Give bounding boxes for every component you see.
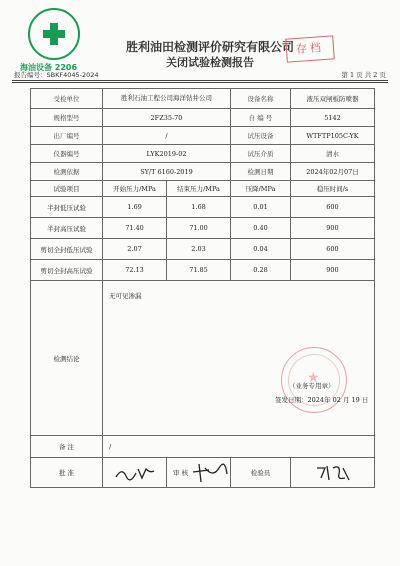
info-value: LYK2019-02: [103, 145, 231, 163]
end-pressure: 1.68: [167, 197, 231, 218]
remarks-value: /: [103, 436, 375, 458]
hold-time: 900: [291, 260, 375, 281]
conclusion-label: 检测结论: [31, 281, 103, 436]
sign-date: [275, 395, 368, 404]
info-value: 胜利石油工程公司海洋钻井公司: [103, 89, 231, 109]
end-pressure: 2.03: [167, 239, 231, 260]
column-header: 压降/MPa: [231, 181, 291, 197]
header-rule-thin: [12, 82, 388, 83]
page-info: 第 1 页 共 2 页: [341, 71, 386, 79]
company-logo: [10, 8, 100, 74]
pressure-drop: 0.01: [231, 197, 291, 218]
info-label: 自 编 号: [231, 109, 291, 127]
approve-label: 批 准: [31, 458, 103, 488]
approver-signature-image: [110, 463, 160, 483]
cross-icon: [41, 21, 67, 47]
info-value: /: [103, 127, 231, 145]
info-label: 检测依据: [31, 163, 103, 181]
info-row: [31, 163, 375, 181]
test-row: [31, 239, 375, 260]
column-header: 稳压时间/s: [291, 181, 375, 197]
test-item: 剪切全封低压试验: [31, 239, 103, 260]
pressure-drop: 0.40: [231, 218, 291, 239]
approver-signature: [103, 458, 167, 488]
test-item: 半封高压试验: [31, 218, 103, 239]
info-label: 仪器编号: [31, 145, 103, 163]
start-pressure: 72.13: [103, 260, 167, 281]
company-name: 胜利油田检测评价研究有限公司: [125, 40, 294, 54]
test-row: [31, 218, 375, 239]
info-value: 液压双闸板防喷器: [291, 89, 375, 109]
test-row: [31, 260, 375, 281]
info-label: 检测日期: [231, 163, 291, 181]
test-row: [31, 197, 375, 218]
test-header-row: [31, 181, 375, 197]
remarks-row: [31, 436, 375, 458]
column-header: 试验项目: [31, 181, 103, 197]
test-item: 半封低压试验: [31, 197, 103, 218]
info-row: [31, 145, 375, 163]
info-row: [31, 89, 375, 109]
report-title: 关闭试验检测报告: [166, 56, 254, 69]
info-label: 设备名称: [231, 89, 291, 109]
info-value: 2FZ35-70: [103, 109, 231, 127]
review-cell: [167, 458, 231, 488]
info-value: 5142: [291, 109, 375, 127]
remarks-label: 备 注: [31, 436, 103, 458]
end-pressure: 71.00: [167, 218, 231, 239]
header-rule: [12, 80, 388, 81]
start-pressure: 1.69: [103, 197, 167, 218]
info-label: 规格型号: [31, 109, 103, 127]
info-value: 清水: [291, 145, 375, 163]
report-number-value: SBKF4045-2024: [46, 71, 99, 79]
conclusion-row: [31, 281, 375, 436]
logo-text: 海油设备 2206: [20, 63, 78, 72]
report-number-label: 报告编号：: [14, 71, 47, 79]
column-header: 开始压力/MPa: [103, 181, 167, 197]
archive-stamp: 存档: [285, 35, 335, 62]
info-value: SY/T 6160-2019: [103, 163, 231, 181]
hold-time: 600: [291, 197, 375, 218]
seal-label: （业务专用章）: [289, 382, 335, 390]
hold-time: 900: [291, 218, 375, 239]
start-pressure: 71.40: [103, 218, 167, 239]
info-row: [31, 127, 375, 145]
report-table: [30, 88, 375, 488]
star-icon: ★: [307, 370, 320, 386]
conclusion-text: 无可见渗漏: [109, 292, 142, 300]
info-value: 2024年02月07日: [291, 163, 375, 181]
test-item: 剪切全封高压试验: [31, 260, 103, 281]
end-pressure: 71.85: [167, 260, 231, 281]
inspector-signature-image: [311, 462, 355, 484]
inspector-label: 检验员: [231, 458, 291, 488]
info-label: 受检单位: [31, 89, 103, 109]
report-number: [14, 70, 99, 79]
pressure-drop: 0.04: [231, 239, 291, 260]
reviewer-signature-image: [191, 462, 229, 484]
info-value: WTFTP105C-YK: [291, 127, 375, 145]
approval-row: [31, 458, 375, 488]
info-label: 试压介质: [231, 145, 291, 163]
conclusion-cell: [103, 281, 375, 436]
sign-date-label: 签发日期：: [275, 396, 308, 404]
start-pressure: 2.07: [103, 239, 167, 260]
sign-date-value: 2024年 02 月 19 日: [307, 396, 369, 404]
hold-time: 600: [291, 239, 375, 260]
inspector-signature: [291, 458, 375, 488]
pressure-drop: 0.28: [231, 260, 291, 281]
info-label: 出厂编号: [31, 127, 103, 145]
column-header: 结束压力/MPa: [167, 181, 231, 197]
review-label: 审 核: [173, 469, 189, 477]
info-row: [31, 109, 375, 127]
info-label: 试压设备: [231, 127, 291, 145]
